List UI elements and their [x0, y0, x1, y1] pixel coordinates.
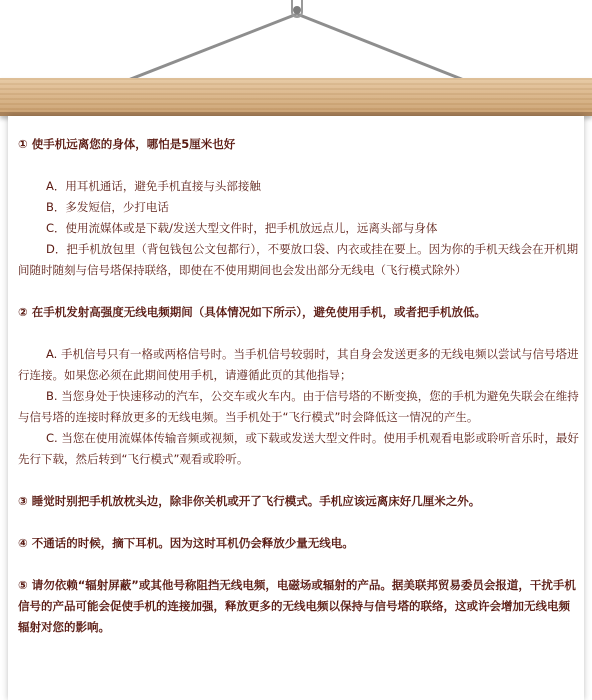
wooden-hanger-bar	[0, 78, 592, 116]
section-2-item-a: A. 手机信号只有一格或两格信号时。当手机信号较弱时，其自身会发送更多的无线电频以尝试与信号塔进行连接。如果您必须在此期间使用手机，请遵循此页的其他指导；	[18, 347, 579, 382]
section-1-item-d: D．把手机放包里（背包钱包公文包都行），不要放口袋、内衣或挂在要上。因为你的手机天线会在开机期间随时随刻与信号塔保持联络，即使在不使用期间也会发出部分无线电（飞行模式除外）	[18, 242, 579, 277]
article-body	[18, 134, 580, 638]
section-1-item-c: C．使用流媒体或是下载/发送大型文件时，把手机放远点儿，远离头部与身体	[46, 221, 438, 235]
section-1-item-b: B．多发短信，少打电话	[46, 200, 169, 214]
section-1-heading: ① 使手机远离您的身体，哪怕是5厘米也好	[18, 137, 236, 151]
section-2-item-b: B. 当您身处于快速移动的汽车，公交车或火车内。由于信号塔的不断变换，您的手机为避免失联会在维持与信号塔的连接时释放更多的无线电频。当手机处于“飞行模式”时会降低这一情况的产生。	[18, 389, 579, 424]
section-5-heading: ⑤ 请勿依赖“辐射屏蔽”或其他号称阻挡无线电频，电磁场或辐射的产品。据美联邦贸易委员会报道，干扰手机信号的产品可能会促使手机的连接加强，释放更多的无线电频以保持与信号塔的联络，这或许会增加无线电频辐射对您的影响。	[18, 578, 576, 634]
hook-pin	[293, 6, 301, 14]
section-2-heading: ② 在手机发射高强度无线电频期间（具体情况如下所示），避免使用手机，或者把手机放低。	[18, 305, 486, 319]
section-2-item-c: C. 当您在使用流媒体传输音频或视频，或下载或发送大型文件时。使用手机观看电影或聆听音乐时，最好先行下载，然后转到“飞行模式”观看或聆听。	[18, 431, 579, 466]
section-1-item-a: A．用耳机通话，避免手机直接与头部接触	[46, 179, 261, 193]
section-4-heading: ④ 不通话的时候，摘下耳机。因为这时耳机仍会释放少量无线电。	[18, 536, 354, 550]
section-3-heading: ③ 睡觉时别把手机放枕头边，除非你关机或开了飞行模式。手机应该远离床好几厘米之外。	[18, 494, 481, 508]
